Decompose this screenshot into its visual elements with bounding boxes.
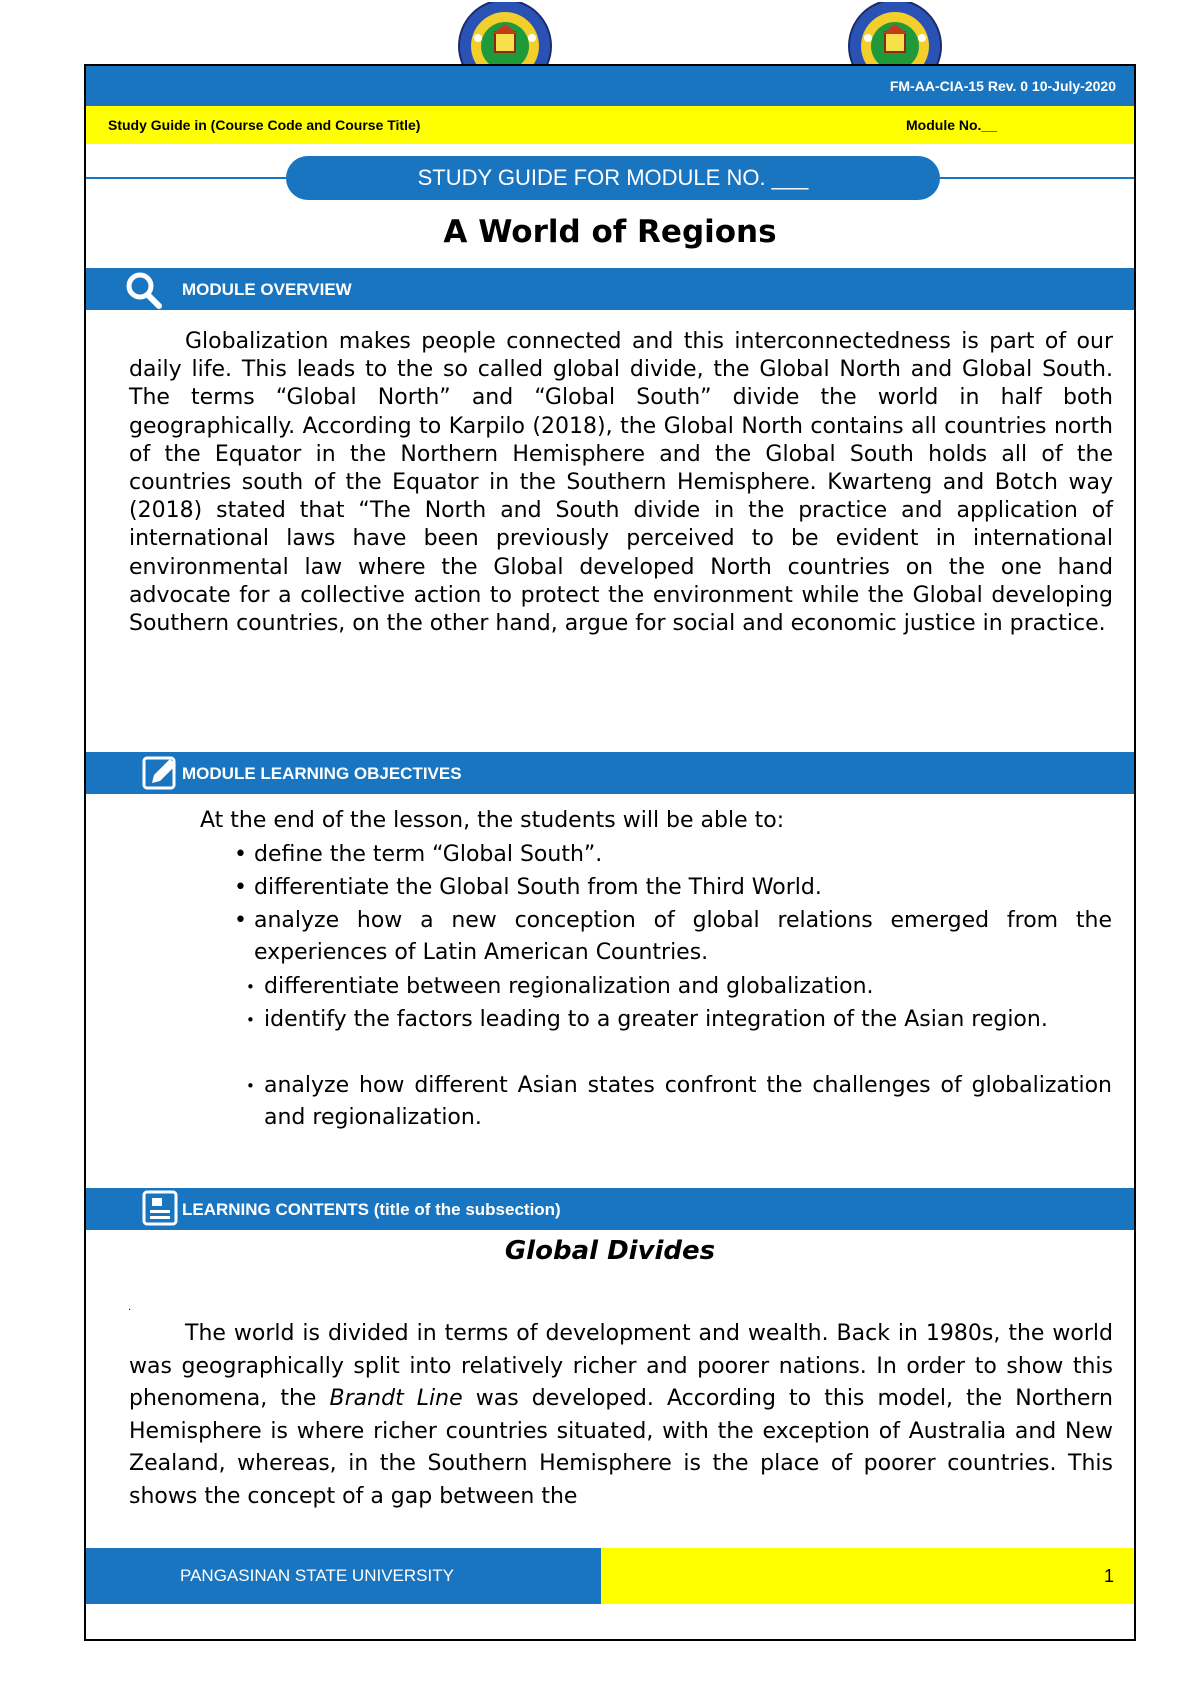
objectives-intro: At the end of the lesson, the students will be able to: (200, 808, 785, 833)
objective-item: • analyze how a new conception of global relations emerged from the experiences of Latin American Countries. (254, 905, 1112, 969)
bullet-icon: • (234, 842, 247, 867)
page-title: A World of Regions (443, 214, 777, 250)
bullet-icon: • (246, 1011, 255, 1029)
bullet-icon: • (246, 978, 255, 996)
subsection-title: Global Divides (504, 1236, 716, 1266)
section-heading: MODULE OVERVIEW (182, 280, 352, 299)
contents-paragraph: The world is divided in terms of development and wealth. Back in 1980s, the world was geographically split into relatively richer and poorer nations. In order to show this phenomena, the Brandt Line was developed. According to this model, the Northern Hemisphere is where richer countries situated, with the exception of Australia and New Zealand, whereas, in the Southern Hemisphere is the place of poorer countries. This shows the concept of a gap between the (129, 1321, 1113, 1509)
section-learning-contents (86, 1188, 1134, 1230)
form-code: FM-AA-CIA-15 Rev. 0 10-July-2020 (889, 78, 1116, 94)
objective-item: • define the term “Global South”. (254, 839, 1112, 871)
footer-university-bar (86, 1548, 601, 1604)
module-label: Module No.__ (906, 117, 998, 133)
brandt-line-term: Brandt Line (329, 1386, 463, 1411)
divider-right (936, 177, 1134, 179)
magnifier-icon (124, 269, 164, 309)
objective-item: • analyze how different Asian states confront the challenges of globalization and regionalization. (264, 1070, 1112, 1134)
objective-item: • differentiate between regionalization and globalization. (264, 971, 1112, 1003)
section-heading: LEARNING CONTENTS (title of the subsection) (182, 1200, 561, 1219)
page-number: 1 (1103, 1566, 1114, 1586)
study-guide-banner: STUDY GUIDE FOR MODULE NO. ___ (286, 156, 940, 200)
course-label: Study Guide in (Course Code and Course Title) (108, 117, 421, 133)
university-name: PANGASINAN STATE UNIVERSITY (180, 1566, 454, 1585)
divider-left (86, 177, 290, 179)
document-icon (142, 1190, 178, 1226)
section-learning-objectives (86, 752, 1134, 794)
bullet-icon: • (246, 1077, 255, 1095)
overview-paragraph: Globalization makes people connected and this interconnectedness is part of our daily life. This leads to the so called global divide, the Global North and Global South. The terms “Global North” and “Global South” divide the world in half both geographically. According to Karpilo (2018), the Global North contains all countries north of the Equator in the Northern Hemisphere and the Global South holds all of the countries south of the Equator in the Southern Hemisphere. Kwarteng and Botch way (2018) stated that “The North and South divide in the practice and application of international laws have been previously perceived to be evident in international environmental law where the Global developed North countries on the one hand advocate for a collective action to protect the environment while the Global developing Southern countries, on the other hand, argue for social and economic justice in practice. (129, 329, 1113, 637)
bullet-icon: • (234, 875, 247, 900)
bullet-icon: • (234, 908, 247, 933)
section-heading: MODULE LEARNING OBJECTIVES (182, 764, 462, 783)
objective-item: • identify the factors leading to a greater integration of the Asian region. (264, 1004, 1112, 1036)
header-yellow-bar (86, 106, 1134, 144)
stray-dot: . (128, 1302, 132, 1313)
objective-item: • differentiate the Global South from the Third World. (254, 872, 1112, 904)
footer-page-bar (601, 1548, 1134, 1604)
pencil-icon (142, 755, 178, 791)
section-module-overview (86, 268, 1134, 310)
header-blue-bar (86, 66, 1134, 106)
